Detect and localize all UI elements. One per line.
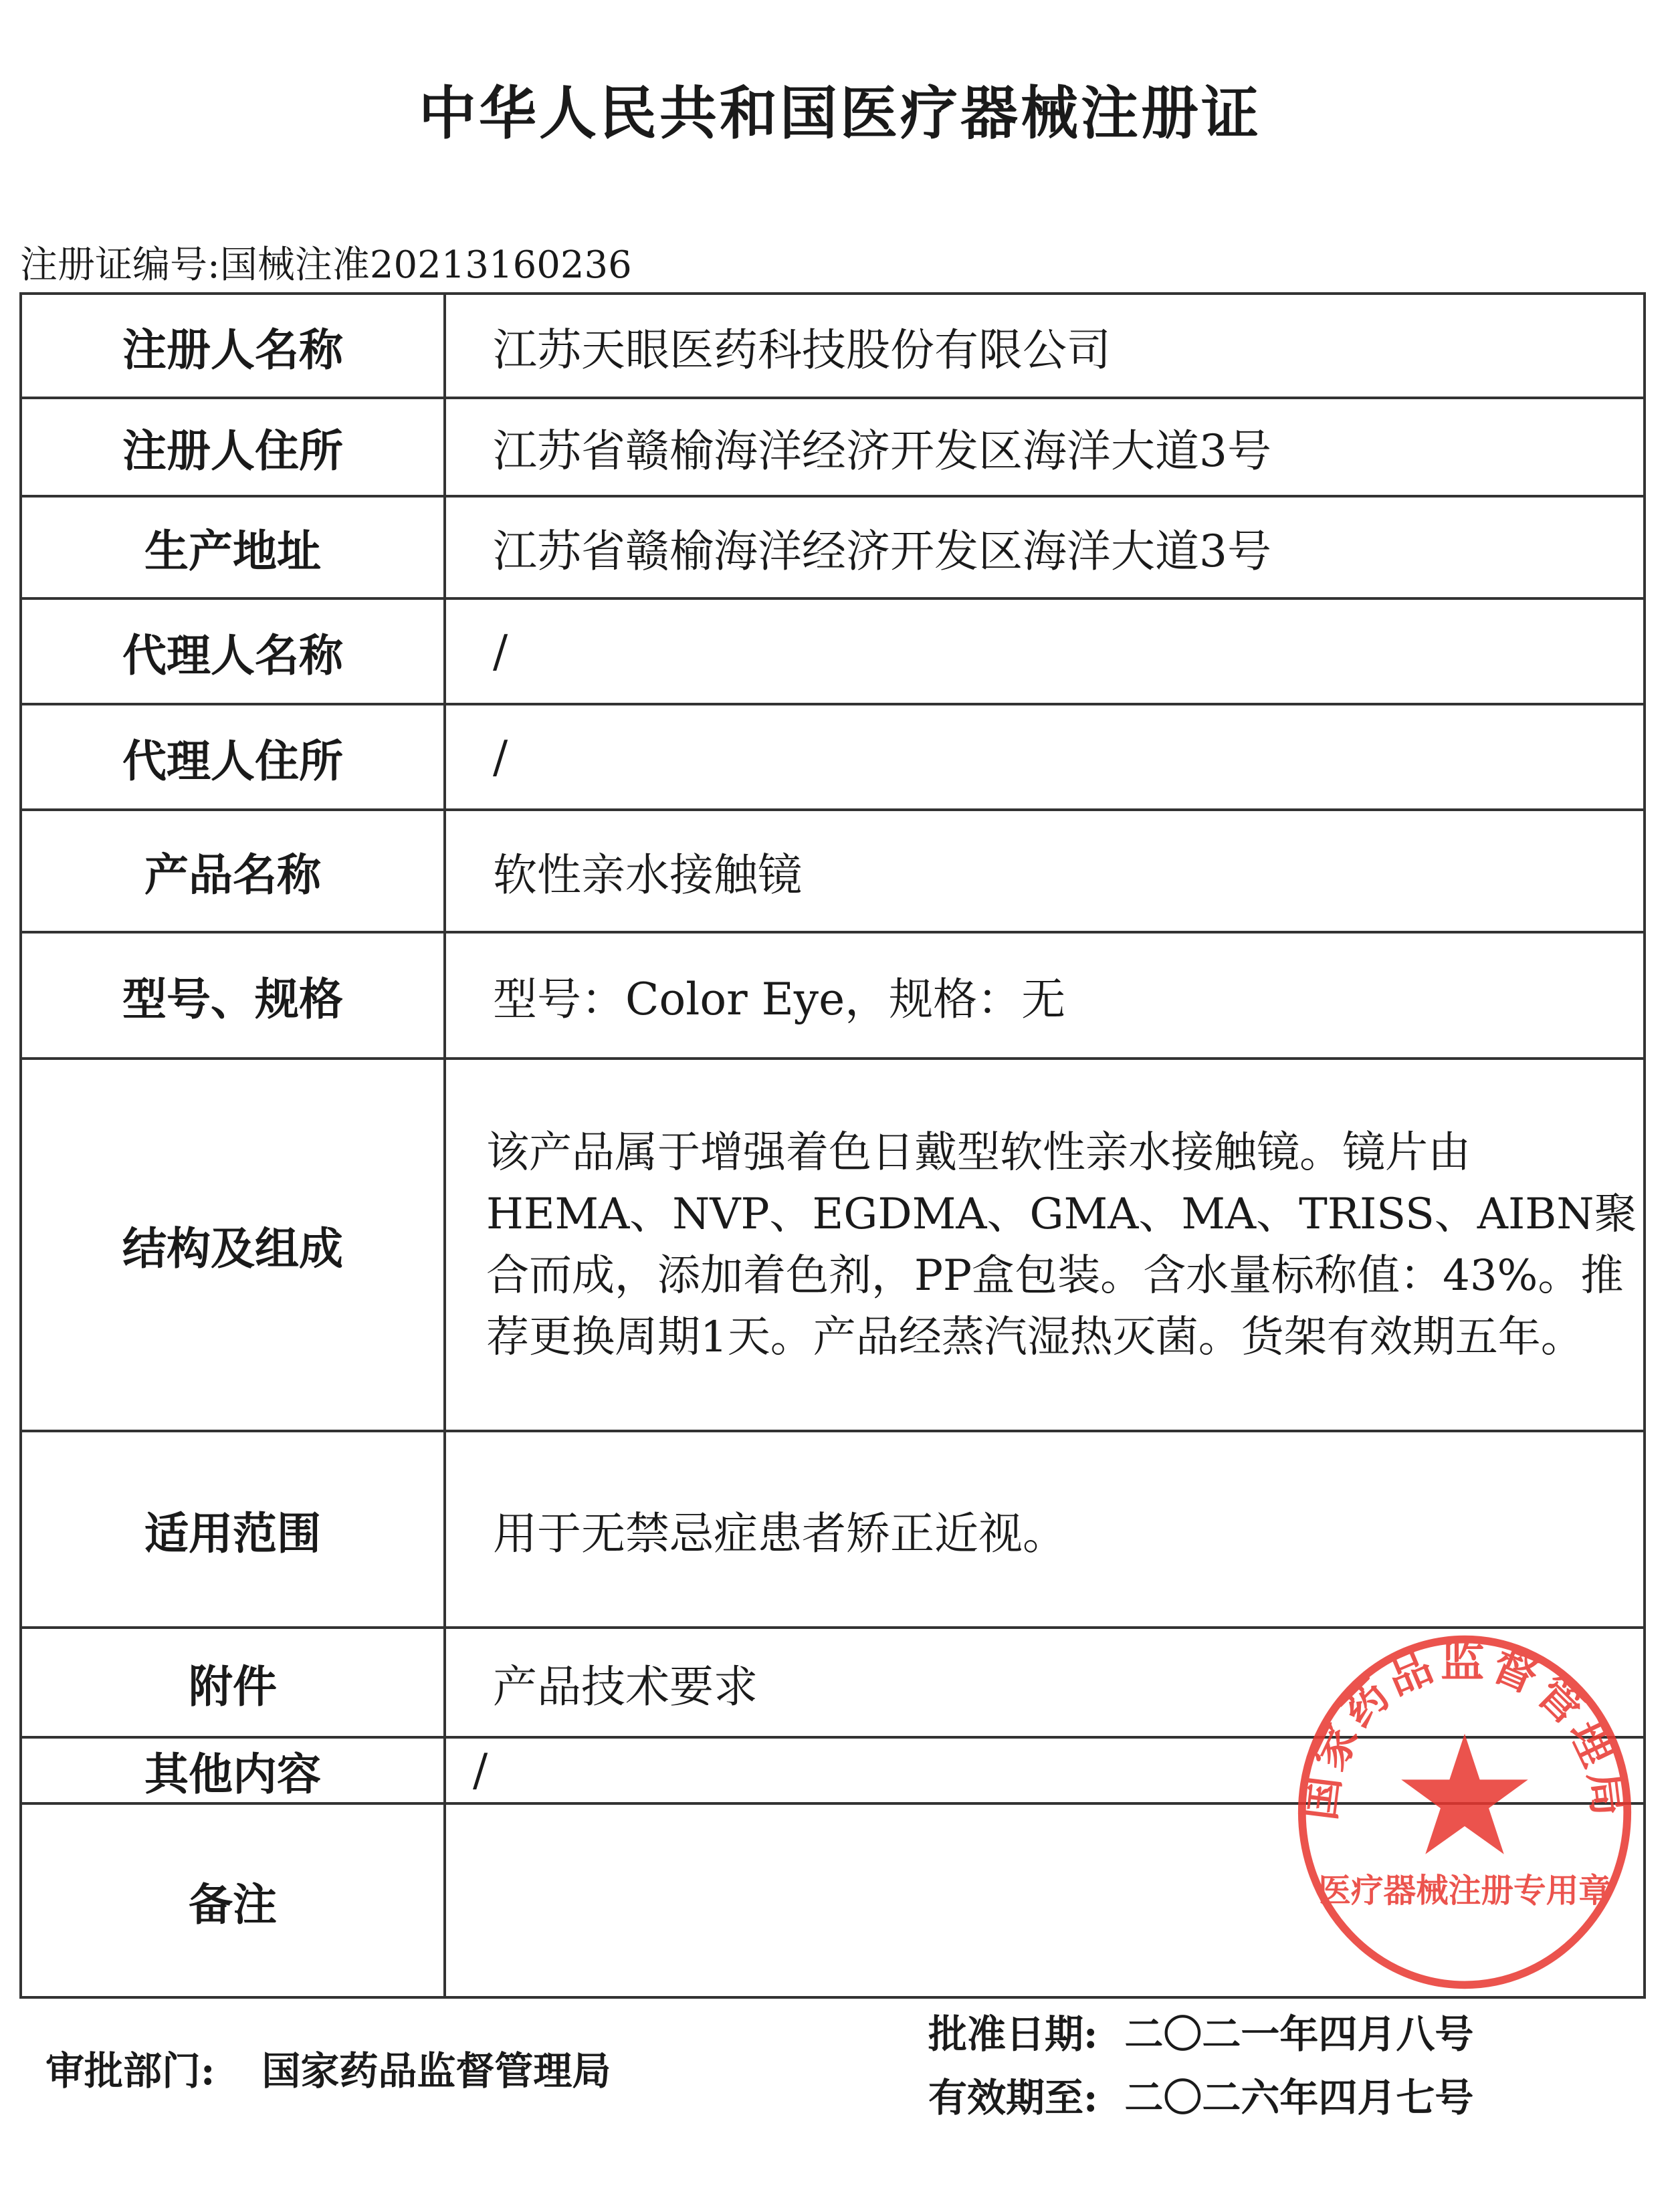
- table-row: [21, 598, 1645, 704]
- row-value: 型号：Color Eye，规格：无: [445, 932, 1645, 1059]
- row-value: /: [445, 598, 1645, 704]
- row-label: 代理人名称: [21, 598, 445, 704]
- row-value: 产品技术要求: [445, 1628, 1645, 1737]
- registration-number-label: 注册证编号:: [20, 243, 220, 287]
- row-label: 备注: [21, 1803, 445, 1997]
- row-value: 软性亲水接触镜: [445, 810, 1645, 932]
- row-label: 附件: [21, 1628, 445, 1737]
- registration-number-value: 国械注准20213160236: [219, 243, 632, 287]
- row-label: 其他内容: [21, 1737, 445, 1803]
- valid-until-label: 有效期至:: [928, 2075, 1098, 2120]
- valid-until: [928, 2066, 1500, 2122]
- star-icon: [1401, 1734, 1528, 1854]
- row-label: 注册人住所: [21, 398, 445, 496]
- table-row: [21, 810, 1645, 932]
- table-row: [21, 932, 1645, 1059]
- row-label: 代理人住所: [21, 704, 445, 810]
- department-label: 审批部门:: [45, 2048, 215, 2094]
- row-value: 江苏省赣榆海洋经济开发区海洋大道3号: [445, 496, 1645, 598]
- official-seal-stamp: [1291, 1632, 1639, 1993]
- row-label: 生产地址: [21, 496, 445, 598]
- valid-until-value: 二〇二六年四月七号: [1124, 2075, 1474, 2120]
- row-label: 型号、规格: [21, 932, 445, 1059]
- table-row: [21, 1059, 1645, 1431]
- registration-number: [20, 235, 632, 289]
- row-label: 适用范围: [21, 1431, 445, 1628]
- row-label: 结构及组成: [21, 1059, 445, 1431]
- row-label: 注册人名称: [21, 294, 445, 398]
- table-row: [21, 398, 1645, 496]
- approval-date-label: 批准日期:: [928, 2011, 1098, 2057]
- table-row: [21, 496, 1645, 598]
- approval-date-value: 二〇二一年四月八号: [1124, 2011, 1474, 2057]
- document-title: 中华人民共和国医疗器械注册证: [419, 80, 1261, 147]
- row-value: /: [445, 1737, 1645, 1803]
- row-value: 该产品属于增强着色日戴型软性亲水接触镜。镜片由HEMA、NVP、EGDMA、GMA、MA、TRISS、AIBN聚合而成，添加着色剂，PP盒包装。含水量标称值：43%。推荐更换周期1天。产品经蒸汽湿热灭菌。货架有效期五年。: [445, 1059, 1645, 1431]
- department-value: 国家药品监督管理局: [261, 2048, 611, 2094]
- seal-outer-text: 国家药品监督管理局: [1293, 1636, 1636, 1824]
- table-row: [21, 294, 1645, 398]
- row-value: 江苏省赣榆海洋经济开发区海洋大道3号: [445, 398, 1645, 496]
- table-row: [21, 1431, 1645, 1628]
- row-value: 用于无禁忌症患者矫正近视。: [445, 1431, 1645, 1628]
- table-row: [21, 704, 1645, 810]
- row-value: /: [445, 704, 1645, 810]
- row-value: 江苏天眼医药科技股份有限公司: [445, 294, 1645, 398]
- approval-date: [928, 2003, 1500, 2059]
- row-label: 产品名称: [21, 810, 445, 932]
- approval-department: [45, 2040, 657, 2096]
- seal-inner-text: 医疗器械注册专用章: [1318, 1872, 1611, 1910]
